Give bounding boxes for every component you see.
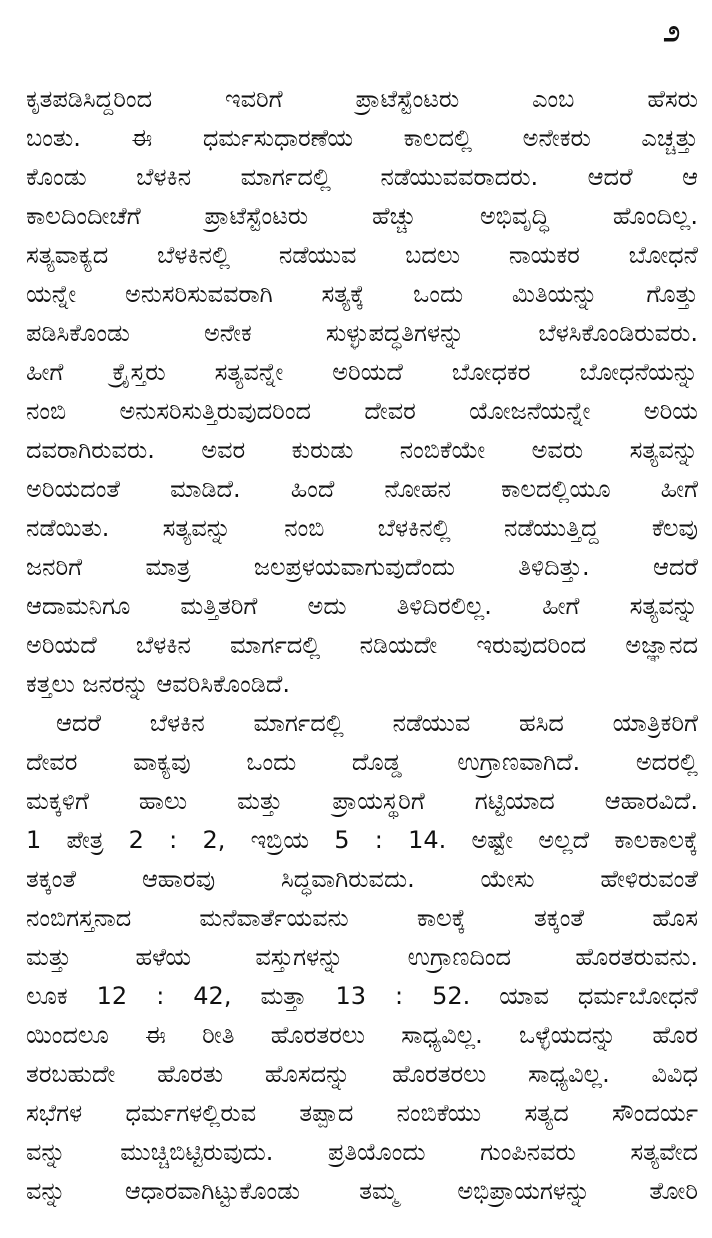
text-line: ಮಕ್ಕಳಿಗೆ ಹಾಲು ಮತ್ತು ಪ್ರಾಯಸ್ಥರಿಗೆ ಗಟ್ಟಿಯಾದ ಆಹಾರವಿದೆ. <box>26 787 698 815</box>
text-line: ಯಿಂದಲೂ ಈ ರೀತಿ ಹೊರತರಲು ಸಾಧ್ಯವಿಲ್ಲ. ಒಳ್ಳೆಯದನ್ನು ಹೊರ <box>26 1021 698 1049</box>
text-line: ಪಡಿಸಿಕೊಂಡು ಅನೇಕ ಸುಳ್ಳುಪದ್ಧತಿಗಳನ್ನು ಬೆಳಸಿಕೊಂಡಿರುವರು. <box>26 319 698 347</box>
text-line: ಅರಿಯದೆ ಬೆಳಕಿನ ಮಾರ್ಗದಲ್ಲಿ ನಡಿಯದೇ ಇರುವುದರಿಂದ ಅಜ್ಞಾನದ <box>26 631 698 659</box>
text-line: ತಕ್ಕಂತೆ ಆಹಾರವು ಸಿದ್ಧವಾಗಿರುವದು. ಯೇಸು ಹೇಳಿರುವಂತೆ <box>26 865 698 893</box>
text-line: ವನ್ನು ಮುಚ್ಚಿಬಿಟ್ಟಿರುವುದು. ಪ್ರತಿಯೊಂದು ಗುಂಪಿನವರು ಸತ್ಯವೇದ <box>26 1138 698 1166</box>
text-line: ಆದರೆ ಬೆಳಕಿನ ಮಾರ್ಗದಲ್ಲಿ ನಡೆಯುವ ಹಸಿದ ಯಾತ್ರಿಕರಿಗೆ <box>56 709 698 737</box>
text-line: ನಂಬಿ ಅನುಸರಿಸುತ್ತಿರುವುದರಿಂದ ದೇವರ ಯೋಜನೆಯನ್ನೇ ಅರಿಯ <box>26 397 698 425</box>
text-line: ಸಭೆಗಳ ಧರ್ಮಗಳಲ್ಲಿರುವ ತಪ್ಪಾದ ನಂಬಿಕೆಯು ಸತ್ಯದ ಸೌಂದರ್ಯ <box>26 1099 698 1127</box>
text-line: ವನ್ನು ಆಧಾರವಾಗಿಟ್ಟುಕೊಂಡು ತಮ್ಮ ಅಭಿಪ್ರಾಯಗಳನ್ನು ತೋರಿ <box>26 1177 698 1205</box>
text-line: ತರಬಹುದೇ ಹೊರತು ಹೊಸದನ್ನು ಹೊರತರಲು ಸಾಧ್ಯವಿಲ್ಲ. ವಿವಿಧ <box>26 1060 698 1088</box>
text-line: ಕೊಂಡು ಬೆಳಕಿನ ಮಾರ್ಗದಲ್ಲಿ ನಡೆಯುವವರಾದರು. ಆದರೆ ಆ <box>26 163 698 191</box>
page-number: ೨ <box>663 14 680 49</box>
text-line: ನಡೆಯಿತು. ಸತ್ಯವನ್ನು ನಂಬಿ ಬೆಳಕಿನಲ್ಲಿ ನಡೆಯುತ್ತಿದ್ದ ಕೆಲವು <box>26 514 698 542</box>
text-line: ಯನ್ನೇ ಅನುಸರಿಸುವವರಾಗಿ ಸತ್ಯಕ್ಕೆ ಒಂದು ಮಿತಿಯನ್ನು ಗೊತ್ತು <box>26 280 698 308</box>
text-line: ಹೀಗೆ ಕ್ರೈಸ್ತರು ಸತ್ಯವನ್ನೇ ಅರಿಯದೆ ಬೋಧಕರ ಬೋಧನೆಯನ್ನು <box>26 358 698 386</box>
body-text <box>26 80 698 1211</box>
text-line: ಸತ್ಯವಾಕ್ಯದ ಬೆಳಕಿನಲ್ಲಿ ನಡೆಯುವ ಬದಲು ನಾಯಕರ ಬೋಧನೆ <box>26 241 698 269</box>
text-line: ದೇವರ ವಾಕ್ಯವು ಒಂದು ದೊಡ್ಡ ಉಗ್ರಾಣವಾಗಿದೆ. ಅದರಲ್ಲಿ <box>26 748 698 776</box>
text-line: ಕತ್ತಲು ಜನರನ್ನು ಆವರಿಸಿಕೊಂಡಿದೆ. <box>26 670 290 698</box>
text-line: ನಂಬಿಗಸ್ತನಾದ ಮನೆವಾರ್ತೆಯವನು ಕಾಲಕ್ಕೆ ತಕ್ಕಂತೆ ಹೊಸ <box>26 904 698 932</box>
text-line: ಜನರಿಗೆ ಮಾತ್ರ ಜಲಪ್ರಳಯವಾಗುವುದೆಂದು ತಿಳಿದಿತ್ತು. ಆದರೆ <box>26 553 698 581</box>
text-line: ಕಾಲದಿಂದೀಚೆಗೆ ಪ್ರಾಟೆಸ್ಟೆಂಟರು ಹೆಚ್ಚು ಅಭಿವೃದ್ಧಿ ಹೊಂದಿಲ್ಲ. <box>26 202 698 230</box>
text-line: 1 ಪೇತ್ರ 2 : 2, ಇಬ್ರಿಯ 5 : 14. ಅಷ್ಟೇ ಅಲ್ಲದೆ ಕಾಲಕಾಲಕ್ಕೆ <box>26 826 698 854</box>
text-line: ಮತ್ತು ಹಳೆಯ ವಸ್ತುಗಳನ್ನು ಉಗ್ರಾಣದಿಂದ ಹೊರತರುವನು. <box>26 943 698 971</box>
text-line: ಅರಿಯದಂತೆ ಮಾಡಿದೆ. ಹಿಂದೆ ನೋಹನ ಕಾಲದಲ್ಲಿಯೂ ಹೀಗೆ <box>26 475 698 503</box>
text-line: ಲೂಕ 12 : 42, ಮತ್ತಾ 13 : 52. ಯಾವ ಧರ್ಮಬೋಧನೆ <box>26 982 698 1010</box>
text-line: ಬಂತು. ಈ ಧರ್ಮಸುಧಾರಣೆಯ ಕಾಲದಲ್ಲಿ ಅನೇಕರು ಎಚ್ಚತ್ತು <box>26 124 698 152</box>
text-line: ದವರಾಗಿರುವರು. ಅವರ ಕುರುಡು ನಂಬಿಕೆಯೇ ಅವರು ಸತ್ಯವನ್ನು <box>26 436 698 464</box>
text-line: ಆದಾಮನಿಗೂ ಮತ್ತಿತರಿಗೆ ಅದು ತಿಳಿದಿರಲಿಲ್ಲ. ಹೀಗೆ ಸತ್ಯವನ್ನು <box>26 592 698 620</box>
text-line: ಕೃತಪಡಿಸಿದ್ದರಿಂದ ಇವರಿಗೆ ಪ್ರಾಟೆಸ್ಟೆಂಟರು ಎಂಬ ಹೆಸರು <box>26 85 698 113</box>
